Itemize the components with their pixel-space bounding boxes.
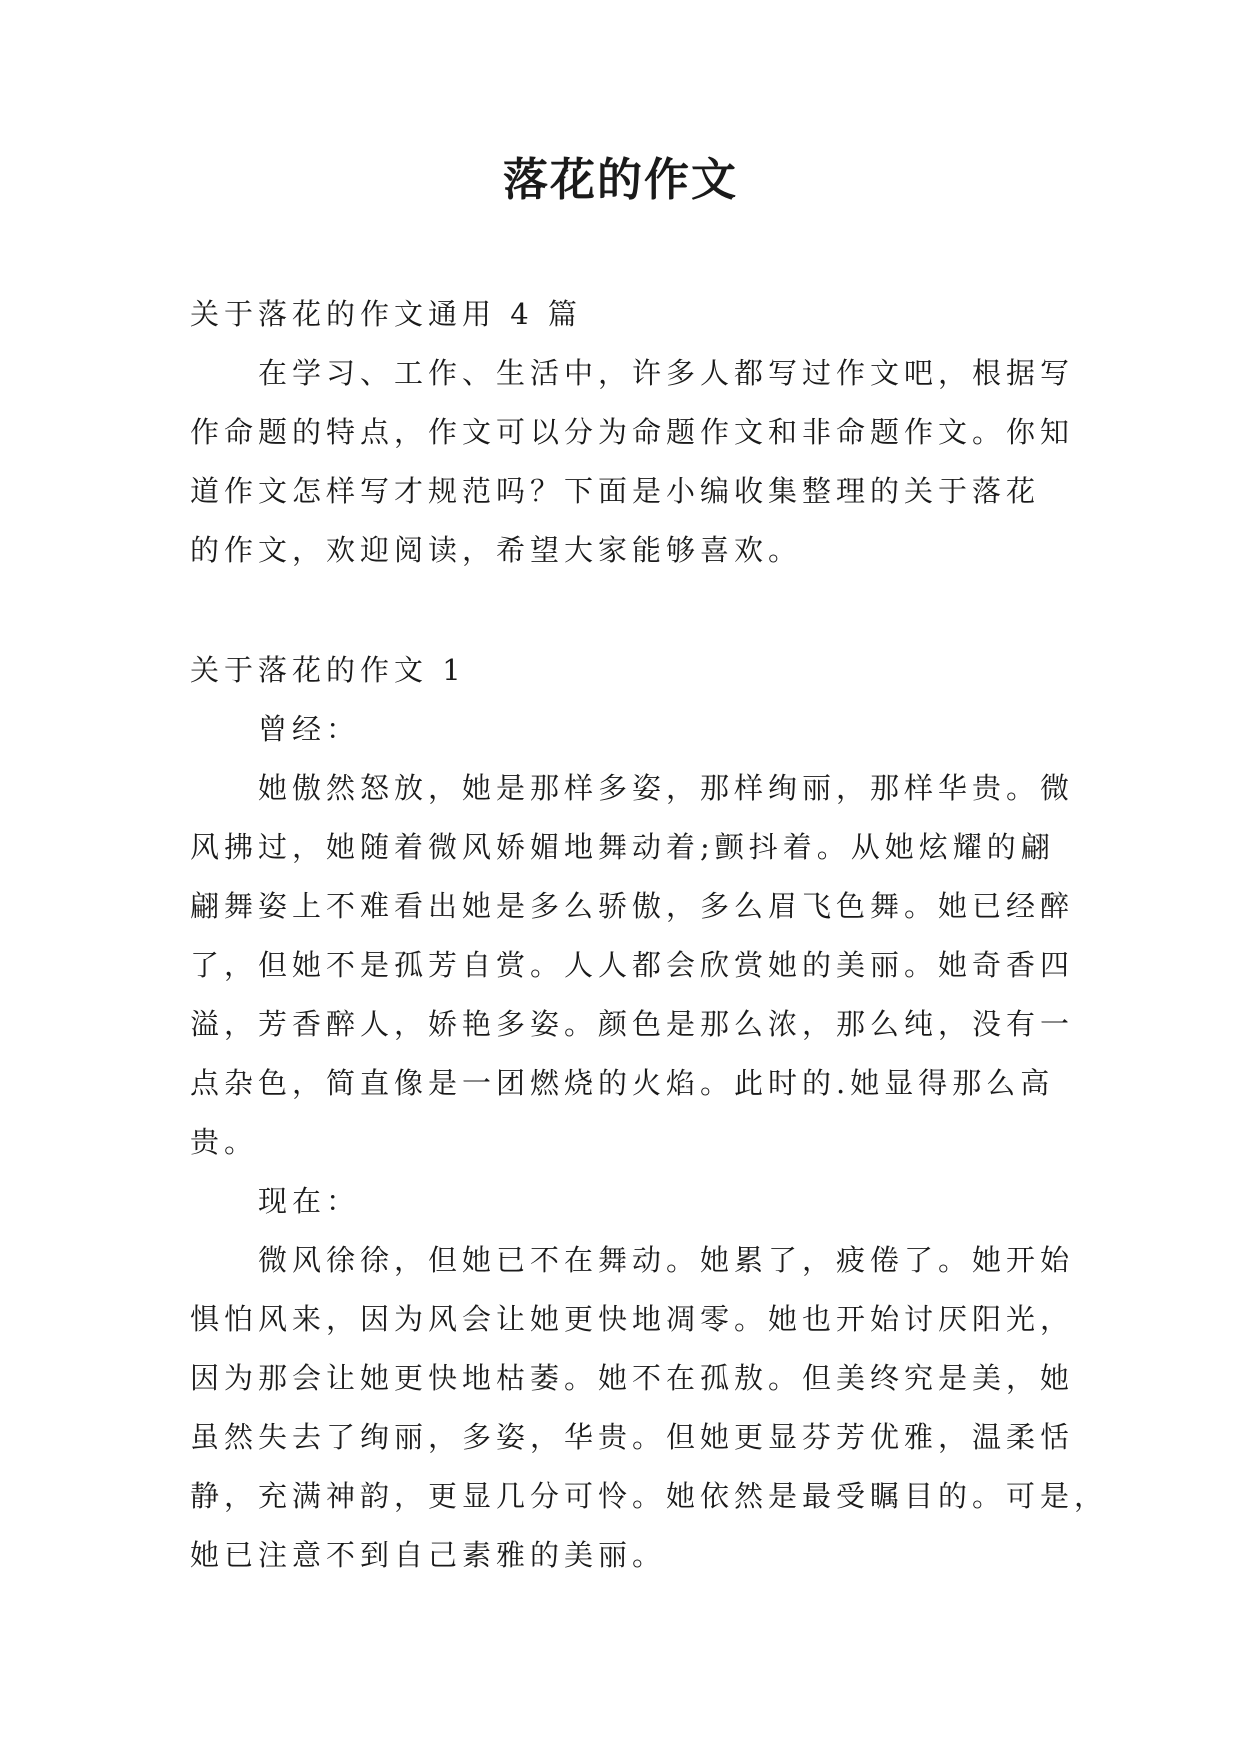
intro-line: 在学习、工作、生活中，许多人都写过作文吧，根据写 [258,356,1075,390]
section-heading: 关于落花的作文 1 [190,653,466,687]
section-spacer [190,580,1050,641]
past-paragraph [190,759,1075,1172]
past-line: 贵。 [190,1125,259,1159]
now-line: 虽然失去了绚丽，多姿，华贵。但她更显芬芳优雅，温柔恬 [190,1420,1075,1454]
document-body [190,285,1109,1585]
now-line: 因为那会让她更快地枯萎。她不在孤敖。但美终究是美，她 [190,1361,1075,1395]
intro-line: 道作文怎样写才规范吗？下面是小编收集整理的关于落花 [190,474,1041,508]
document-subtitle: 关于落花的作文通用 4 篇 [190,297,582,331]
intro-paragraph [190,344,1075,580]
now-line: 惧怕风来，因为风会让她更快地凋零。她也开始讨厌阳光， [190,1302,1075,1336]
past-line: 溢，芳香醉人，娇艳多姿。颜色是那么浓，那么纯，没有一 [190,1007,1075,1041]
intro-line: 作命题的特点，作文可以分为命题作文和非命题作文。你知 [190,415,1075,449]
now-line: 微风徐徐，但她已不在舞动。她累了，疲倦了。她开始 [258,1243,1075,1277]
label-past: 曾经： [258,712,361,746]
now-paragraph [190,1231,1109,1585]
document-title: 落花的作文 [502,153,738,206]
intro-line: 的作文，欢迎阅读，希望大家能够喜欢。 [190,533,803,567]
past-line: 她傲然怒放，她是那样多姿，那样绚丽，那样华贵。微 [258,771,1075,805]
now-line: 静，充满神韵，更显几分可怜。她依然是最受瞩目的。可是， [190,1479,1109,1513]
past-line: 了，但她不是孤芳自赏。人人都会欣赏她的美丽。她奇香四 [190,948,1075,982]
now-line: 她已注意不到自己素雅的美丽。 [190,1538,667,1572]
past-line: 点杂色，简直像是一团燃烧的火焰。此时的.她显得那么高 [190,1066,1055,1100]
past-line: 风拂过，她随着微风娇媚地舞动着;颤抖着。从她炫耀的翩 [190,830,1055,864]
label-now: 现在： [258,1184,361,1218]
past-line: 翩舞姿上不难看出她是多么骄傲，多么眉飞色舞。她已经醉 [190,889,1075,923]
